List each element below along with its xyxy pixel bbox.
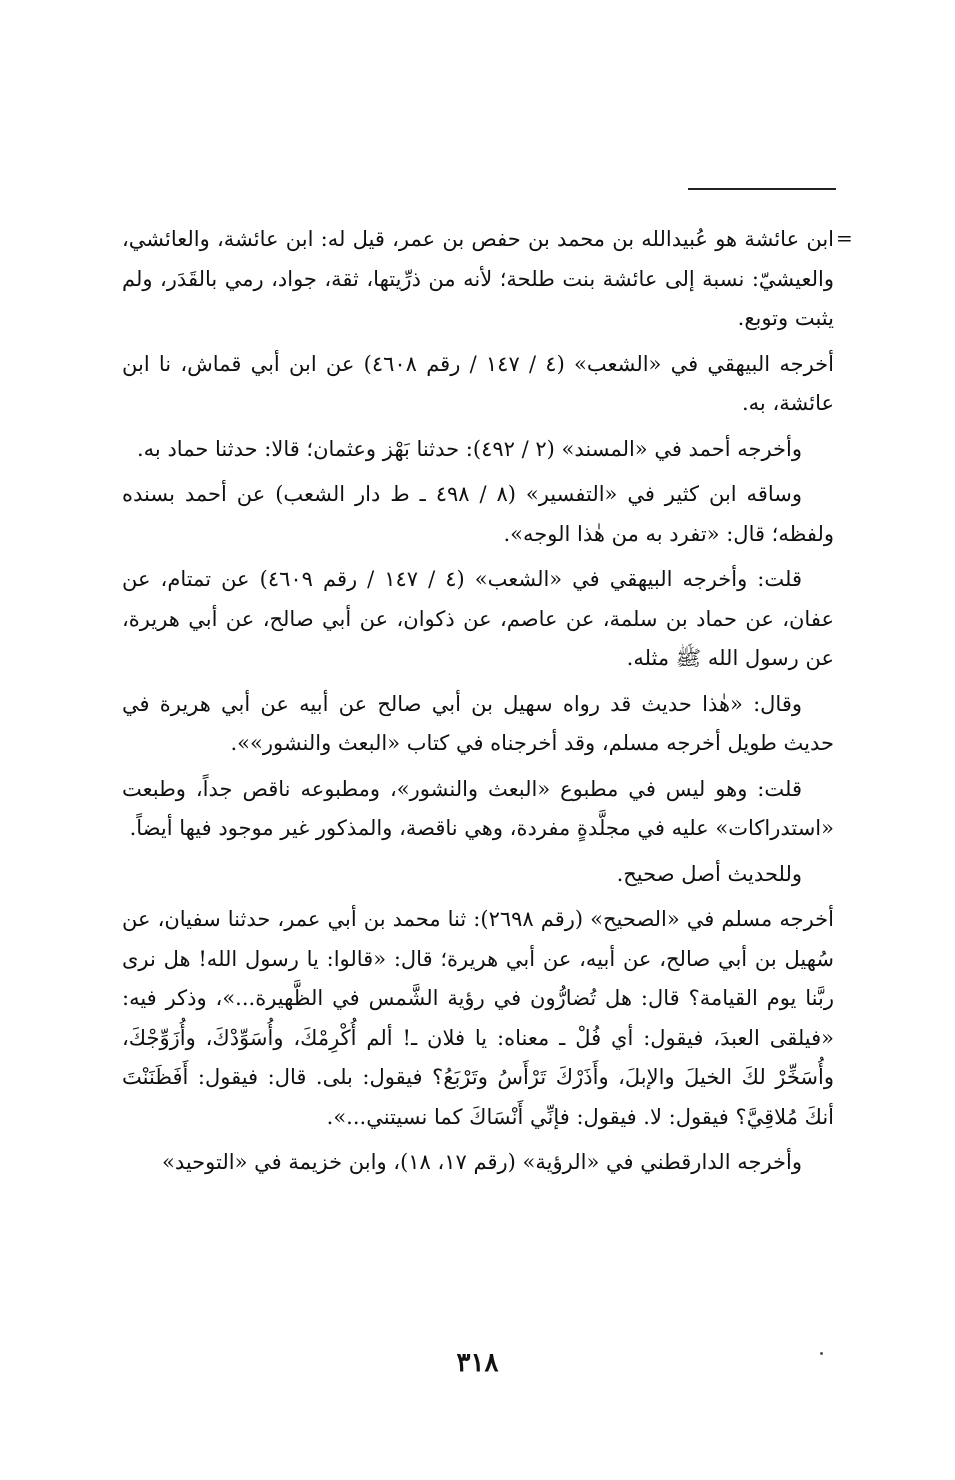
paragraph-sahih-origin: وللحديث أصل صحيح. — [616, 861, 802, 886]
paragraph-editor-note: قلت: وهو ليس في مطبوع «البعث والنشور»، ومطبوعه ناقص جداً، وطبعت «استدراكات» عليه في مجلَّدةٍ مفردة، وهي ناقصة، والمذكور غير موجود فيها أيضاً. — [122, 776, 834, 840]
paragraph-bayhaqi-4608: أخرجه البيهقي في «الشعب» (٤ / ١٤٧ / رقم ٤٦٠٨) عن ابن أبي قماش، نا ابن عائشة، به. — [122, 351, 834, 415]
paragraph-bayhaqi-4609: قلت: وأخرجه البيهقي في «الشعب» (٤ / ١٤٧ / رقم ٤٦٠٩) عن تمتام، عن عفان، عن حماد بن سلمة، عن عاصم، عن ذكوان، عن أبي صالح، عن أبي هريرة، عن رسول الله ﷺ مثله. — [122, 567, 834, 670]
page-body — [122, 220, 834, 1189]
page-number: ٣١٨ — [456, 1348, 499, 1378]
paragraph-daraqutni: وأخرجه الدارقطني في «الرؤية» (رقم ١٧، ١٨)، وابن خزيمة في «التوحيد» — [161, 1150, 802, 1174]
continuation-marker: = — [836, 226, 853, 250]
paragraph-muslim-sahih: أخرجه مسلم في «الصحيح» (رقم ٢٦٩٨): ثنا محمد بن أبي عمر، حدثنا سفيان، عن سُهيل بن أبي صالح، عن أبيه، عن أبي هريرة؛ قال: «قالوا: يا رسول الله! هل نرى ربَّنا يوم القيامة؟ قال: هل تُضارُّون في رؤية الشَّمس في الظَّهيرة...»، وذكر فيه: «فيلقى العبدَ، فيقول: أي فُلْ ـ معناه: يا فلان ـ! ألم أُكْرِمْكَ، وأُسَوِّدْكَ، وأُزَوِّجْكَ، وأُسَخِّرْ لكَ الخيلَ والإبلَ، وأَذَرْكَ تَرْأَسُ وتَرْبَعُ؟ فيقول: بلى. قال: فيقول: أَفَظَنَنْتَ أنكَ مُلاقِيَّ؟ فيقول: لا. فيقول: فإنِّي أَنْسَاكَ كما نسيتني...». — [122, 907, 834, 1129]
footnote-separator-rule — [688, 188, 836, 190]
paragraph-bayhaqi-quote: وقال: «هٰذا حديث قد رواه سهيل بن أبي صالح عن أبيه عن أبي هريرة في حديث طويل أخرجه مسلم، وقد أخرجناه في كتاب «البعث والنشور»». — [122, 691, 834, 755]
paragraph-narrator-note: ابن عائشة هو عُبيدالله بن محمد بن حفص بن عمر، قيل له: ابن عائشة، والعائشي، والعيشيّ: نسبة إلى عائشة بنت طلحة؛ لأنه من ذرِّيتها، ثقة، جواد، رمي بالقَدَر، ولم يثبت وتوبع. — [122, 227, 834, 330]
paragraph-ibn-kathir: وساقه ابن كثير في «التفسير» (٨ / ٤٩٨ ـ ط دار الشعب) عن أحمد بسنده ولفظه؛ قال: «تفرد به من هٰذا الوجه». — [122, 482, 834, 546]
paragraph-ahmad-musnad: وأخرجه أحمد في «المسند» (٢ / ٤٩٢): حدثنا بَهْز وعثمان؛ قالا: حدثنا حماد به. — [137, 436, 802, 461]
